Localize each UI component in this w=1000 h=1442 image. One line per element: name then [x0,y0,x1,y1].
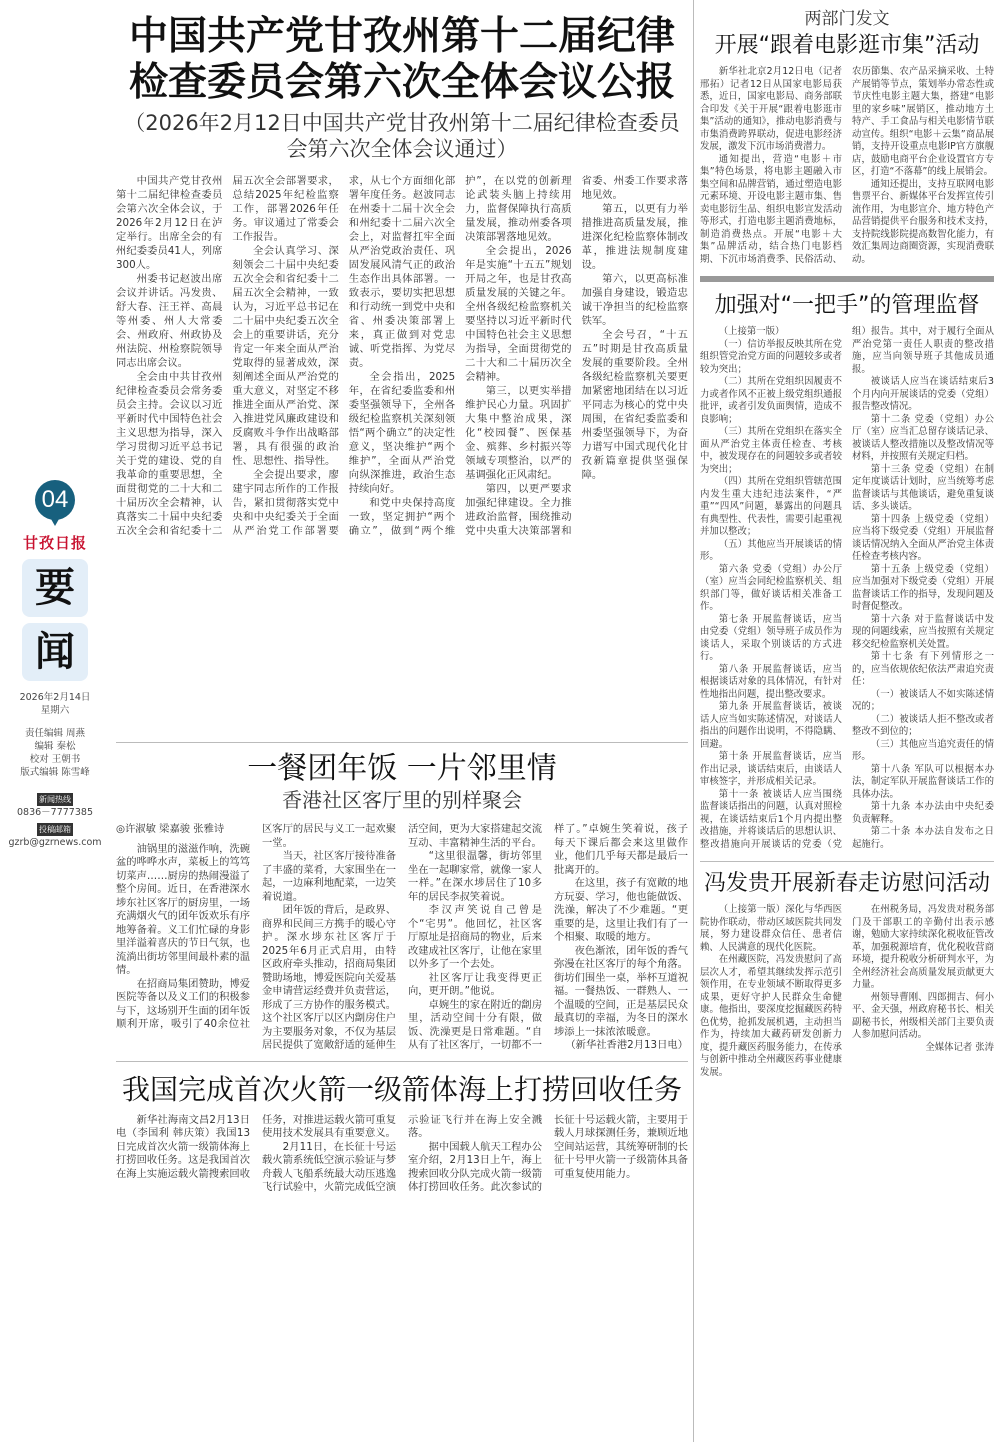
paragraph: 第十五条 上级党委（党组）应当加强对下级党委（党组）开展监督谈话工作的指导，发现问题及时督促整改。 [852,563,994,612]
rocket-article-body [116,1114,688,1195]
paragraph: （上接第一版） [718,326,785,337]
divider [116,1061,688,1062]
paragraph: （一）被谈话人不如实陈述情况的； [852,688,994,712]
paragraph: 第九条 开展监督谈话，被谈话人应当如实陈述情况，对谈话人指出的问题作出说明，不得隐瞒、回避。 [700,701,842,750]
divider [116,742,688,743]
visit-byline: 全媒体记者 张涛 [925,1041,994,1053]
visit-article-body [700,904,994,1079]
paragraph: 通知还提出，支持互联网电影售票平台、新媒体平台发挥宣传引流作用，为电影宣介、地方特色产品营销提供平台服务和技术支持，支持院线影院提高数智化能力，有效汇集周边商圈资源，实现消费联动。 [852,178,994,265]
section-char-2: 闻 [22,623,88,681]
issue-date: 2026年2月14日 星期六 [19,692,91,716]
main-subtitle: （2026年2月12日中国共产党甘孜州第十二届纪律检查委员会第六次全体会议通过） [124,111,680,161]
paragraph: （三）其他应当追究责任的情形。 [852,738,994,762]
paragraph: 第十七条 有下列情形之一的，应当依规依纪依法严肃追究责任： [852,651,994,687]
paragraph: 第六条 党委（党组）办公厅（室）应当会同纪检监察机关、组织部门等，做好谈话相关准备工作。 [700,563,842,612]
contact-info: 新闻热线 0836－7777385 投稿邮箱 gzrb@gzrnews.com [0,789,110,849]
paragraph: “这里很温馨，街坊邻里坐在一起聊家常，就像一家人一样。”在深水埗居住了10多年的居民李叔笑着说。 [408,850,542,903]
paragraph: 第十三条 党委（党组）在制定年度谈话计划时，应当统筹考虑监督谈话与其他谈话，避免重复谈话、多头谈话。 [852,463,994,512]
paragraph: 全会由中共甘孜州纪律检查委员会常务委员会主持。会议以习近平新时代中国特色社会主义思想为指导，深入学习贯彻习近平总书记关于党的建设、党的自我革命的重要思想，全面贯彻党的二十大和二十届历次全会精神，认真落实二十届中央纪委五次全会和省纪委十二届五次全会部署要求，总结2025年纪检监察工作，部署2026年任务。审议通过了常委会工作报告。 [116,175,339,537]
paragraph: 中国共产党甘孜州第十二届纪律检查委员会第六次全体会议，于2026年2月12日在泸定举行。出席全会的有州纪委委员41人，列席300人。 [116,175,223,271]
paragraph: （上接第一版）深化与华西医院协作联动，带动区域医院共同发展，努力建设群众信任、患者信赖、人民满意的现代化医院。 [700,904,842,953]
paragraph: 在州税务局，冯发贵对税务部门及干部职工的辛勤付出表示感谢，勉励大家持续深化税收征管改革，加强税源培育，优化税收营商环境，提升税收分析研判水平，为全州经济社会高质量发展贡献更大力量。 [852,904,994,990]
paragraph: （四）其所在党组织管辖范围内发生重大违纪违法案件，“严重”“四风”问题，暴露出的问题具有典型性、代表性，需要引起重视并加以整改； [700,476,842,537]
paragraph: 第六，以更高标准加强自身建设，锻造忠诚干净担当的纪检监察铁军。 [581,273,688,327]
paragraph: 通知提出，营造“电影＋市集”特色场景，将电影主题融入市集空间和品牌营销，通过塑造电影元素环境、开设电影主题市集、售卖电影衍生品、组织电影宣发活动等形式，打造电影主题消费地标，制造消费热点。开展“电影＋大集”品牌活动，结合热门电影档期、下沉市场消费季、民俗活动、农历節集、农产品采摘采收、土特产展销等节点，策划举办常态性或节庆性电影主题大集，搭建“电影里的家乡味”展销区，推动地方土特产、手工食品与相关电影情节联动宣传。组织“电影＋云集”商品展销，支持开设重点电影IP官方旗舰店，鼓励电商平台企业设置官方专区，打造“不落幕”的线上展销会。 [700,66,994,265]
paragraph: 在这里，孩子有宽敞的地方玩耍、学习，他也能做饭、洗澡，解决了不少难题。“更重要的是，这里让我们有了一个相聚、取暖的地方。 [554,877,688,943]
paragraph: 第三，以更实举措维护民心力量。巩固扩大集中整治成果，深化“校园餐”、医保基金、殡葬、乡村振兴等领域专项整治，以严的基调强化正风肃纪。 [465,385,572,481]
paragraph: 全会提出要求，廖建宇同志所作的工作报告，紧扣贯彻落实党中央和中央纪委关于全面从严治党工作部署要求，从七个方面细化部署年度任务。赵波同志在州委十二届十次全会和州纪委十二届六次全会上，对监督扛牢全面从严治党政治责任、巩固发展风清气正的政治生态作出具体部署。一致表示，要切实把思想和行动统一到党中央和省、州委决策部署上来，真正做到对党忠诚、听党指挥、为党尽责。 [232,175,456,537]
paragraph: 第四，以更严要求加强纪律建设。全力推进政治监督，围绕推动党中央重大决策部署和省委、州委工作要求落地见效。 [465,175,688,537]
paragraph: 第十六条 对于监督谈话中发现的问题线索，应当按照有关规定移交纪检监察机关处置。 [852,613,994,650]
paragraph: 第十二条 党委（党组）办公厅（室）应当汇总留存谈话记录、被谈话人整改措施以及整改情况等材料，并按照有关规定归档。 [852,413,994,462]
supervision-article-body [700,326,994,851]
paragraph: 第二十条 本办法自发布之日起施行。 [852,826,994,850]
feature-article-body [116,823,688,1053]
paragraph: 新华社海南文昌2月13日电（李国利 韩庆策）我国13日完成首次火箭一级箭体海上打捞回收任务。这是我国首次在海上实施运载火箭搜索回收任务，对推进运载火箭可重复使用技术发展具有重要意义。 [116,1113,396,1180]
paragraph: 被谈话人应当在谈话结束后3个月内向开展谈话的党委（党组）报告整改情况。 [852,376,994,412]
paragraph: （一）信访举报反映其所在党组织管党治党方面的问题较多或者较为突出； [700,338,842,375]
paragraph: 第十八条 军队可以根据本办法，制定军队开展监督谈话工作的具体办法。 [852,763,994,800]
main-headline: 中国共产党甘孜州第十二届纪律 检查委员会第六次全体会议公报 [128,14,675,105]
paragraph: 当天，社区客厅接待准备了丰盛的菜肴，大家围坐在一起，一边麻利地配菜，一边笑着说道。 [262,850,396,903]
paragraph: 在州藏医院，冯发贵慰问了高层次人才，希望其继续发挥示范引领作用，在专业领域不断取得更多成果，更好守护人民群众生命健康。他指出，要深度挖掘藏医药特色优势，抢抓发展机遇，主动担当作为，持续加大藏药研发创新力度，提升藏医药服务能力，在传承与创新中推动全州藏医药事业健康发展。 [700,954,842,1078]
paragraph: 2月11日，在长征十号运载火箭系统低空演示验证与梦舟载人飞船系统最大动压逃逸飞行试验中，火箭完成低空演示验证飞行并在海上安全溅落。 [262,1113,542,1193]
paragraph: 在招商局集团赞助，博爱医院等备以及义工们的积极参与下，这场别开生面的团年饭顺利开席，吸引了40余位社区客厅的居民与义工一起欢聚一堂。 [116,823,396,1030]
divider [700,861,994,862]
paragraph: 州领导曹刚、四郎拥吉、何小平、金天强，州政府秘书长、相关副秘书长，州级相关部门主要负责人参加慰问活动。 [852,991,994,1040]
paragraph: 第七条 开展监督谈话，应当由党委（党组）领导班子成员作为谈话人，采取个别谈话的方式进行。 [700,613,842,662]
paragraph: 李汉声笑说自己曾是个“宅男”。他回忆，社区客厅原址是招商局的物业，后来改建成社区客厅，让他在家里以外多了一个去处。 [408,904,542,970]
paragraph: 第十条 开展监督谈话，应当作出记录，谈话结束后，由谈话人审核签字，并形成相关记录。 [700,751,842,787]
email-link[interactable]: gzrb@gzrnews.com [8,837,102,848]
paragraph: 全会认真学习、深刻领会二十届中央纪委五次全会和省纪委十二届五次全会精神，一致认为，习近平总书记在二十届中央纪委五次全会上的重要讲话，充分肯定一年来全面从严治党取得的显著成效，深刻阐述全面从严治党的重大意义，对坚定不移推进全面从严治党、深入推进党风廉政建设和反腐败斗争作出战略部署，具有很强的政治性、思想性、指导性。 [232,245,339,467]
paragraph: 油锅里的滋滋作响，洗碗盆的哗哗水声，菜板上的笃笃切菜声……厨房的热闹漫溢了整个房间。近日，在香港深水埗东社区客厅的厨房里，一场充满烟火气的团年饭欢乐有序地筹备着。义工们忙碌的身影里洋溢着喜庆的节日气氛，也流淌出街坊邻里间最朴素的温情。 [116,842,250,976]
paragraph: 团年饭的背后，是政界、商界和民间三方携手的暖心守护。深水埗东社区客厅于2025年6月正式启用，由特区政府牵头推动，招商局集团赞助场地，博爱医院向关爱基金申请营运经费并负责营运，形成了三方协作的服务模式。这个社区客厅以区内劏房住户为主要服务对象，不仅为基层居民提供了宽敞舒适的延伸生活空间，更为大家搭建起交流互动、丰富精神生活的平台。 [262,823,542,1051]
visit-headline: 冯发贵开展新春走访慰问活动 [703,871,990,896]
paragraph: 第十四条 上级党委（党组）应当将下级党委（党组）开展监督谈话情况纳入全面从严治党主体责任检查考核内容。 [852,513,994,562]
feature-byline: ◎许淑敏 梁嘉骏 张雅诗 [116,823,225,835]
section-bar [700,276,994,282]
paragraph: 社区客厅让我变得更正向，更开朗。”他说。 [408,971,542,997]
right-column [700,8,994,1079]
paragraph: 据中国载人航天工程办公室介绍，2月13日上午，海上搜索回收分队完成火箭一级箭体打捞回收任务。此次参试的长征十号运载火箭，主要用于载人月球探测任务，兼顾近地空间站运营，其统筹研制的长征十号甲火箭一子级箭体具备可重复使用能力。 [408,1113,688,1193]
paragraph: （二）其所在党组织因履责不力或者作风不正被上级党组织通报批评，或者引发负面舆情，造成不良影响； [700,376,842,425]
page-sidebar [0,480,110,849]
paragraph: 全会提出，2026年是实施“十五五”规划开局之年，也是甘孜高质量发展的关键之年。全州各级纪检监察机关要坚持以习近平新时代中国特色社会主义思想为指导，全面贯彻党的二十大和二十届历次全会精神。 [465,245,572,383]
film-headline: 开展“跟着电影逛市集”活动 [714,33,980,58]
paragraph: 和党中央保持高度一致，坚定拥护“两个确立”，做到“两个维护”，在以党的创新理论武装头脑上持续用力，监督保障执行高质量发展，推动州委各项决策部署落地见效。 [348,175,572,537]
paragraph: 全会指出，2025年，在省纪委监委和州委坚强领导下，全州各级纪检监察机关深刻领悟“两个确立”的决定性意义，坚决维护“两个维护”，全面从严治党向纵深推进，政治生态持续向好。 [348,371,456,495]
film-article-body [700,66,994,266]
main-column [116,14,688,1195]
paragraph: （三）其所在党组织在落实全面从严治党主体责任检查、考核中，被发现存在的问题较多或者较为突出； [700,426,842,475]
paragraph: 夜色渐浓，团年饭的香气弥漫在社区客厅的每个角落。街坊们围坐一桌，举杯互道祝福。一餐热饭、一群熟人、一个温暖的空间，正是基层民众最真切的幸福，为冬日的深水埗添上一抹浓浓暖意。 [554,944,688,1038]
supervision-headline: 加强对“一把手”的管理监督 [714,293,980,318]
paragraph: 新华社北京2月12日电（记者 邢拓）记者12日从国家电影局获悉，近日，国家电影局、商务部联合印发《关于开展“跟着电影逛市集”活动的通知》，推动电影消费与市集消费跨界联动，促进电影经济发展，激发下沉市场消费潜力。 [700,66,842,152]
page-number-badge: 04 [35,480,75,520]
paragraph: 第十一条 被谈话人应当围绕监督谈话指出的问题，认真对照检视，在谈话结束后1个月内提出整改措施，并将谈话后的思想认识、整改措施向开展谈话的党委（党组）报告。其中，对于履行全面从严治党第一责任人职责的整改措施，应当向领导班子其他成员通报。 [700,326,994,850]
editor-credits: 责任编辑 周燕 编辑 秦松 校对 王朝书 版式编辑 陈雪峰 [20,728,90,778]
feature-subtitle: 香港社区客厅里的别样聚会 [282,788,522,812]
paragraph: （二）被谈话人拒不整改或者整改不到位的； [852,713,994,737]
feature-headline: 一餐团年饭 一片邻里情 [247,751,557,786]
paragraph: 卓婉生的家在附近的劏房里，活动空间十分有限，做饭、洗澡更是日常难题。“自从有了社区客厅，一切都不一样了。”卓婉生笑着说，孩子每天下课后都会来这里做作业，他们几乎每天都是最后一批离开的。 [408,823,688,1051]
paragraph: 全会号召，“十五五”时期是甘孜高质量发展的重要阶段。全州各级纪检监察机关要更加紧密地团结在以习近平同志为核心的党中央周围，在省纪委监委和州委坚强领导下，为奋力谱写中国式现代化甘孜新篇章提供坚强保障。 [581,329,688,481]
paragraph: 第五，以更有力举措推进高质量发展，推进深化纪检监察体制改革，推进法规制度建设。 [581,203,688,271]
paragraph: 第十九条 本办法由中央纪委负责解释。 [852,801,994,825]
section-char-1: 要 [22,559,88,617]
column-divider [693,0,694,1442]
feature-dateline: （新华社香港2月13日电） [565,1039,688,1051]
rocket-headline: 我国完成首次火箭一级箭体海上打捞回收任务 [121,1072,682,1106]
paragraph: （五）其他应当开展谈话的情形。 [700,538,842,562]
paragraph: 第八条 开展监督谈话，应当根据谈话对象的具体情况，有针对性地指出问题，提出整改要求。 [700,663,842,700]
main-article-body [116,174,688,734]
newspaper-logo: 甘孜日报 [22,534,87,552]
film-kicker: 两部门发文 [804,9,890,29]
paragraph: 州委书记赵波出席会议并讲话。冯发贵、舒大春、汪王祥、高晨等州委、州人大常委会、州政府、州政协及州法院、州检察院领导同志出席会议。 [116,273,223,369]
